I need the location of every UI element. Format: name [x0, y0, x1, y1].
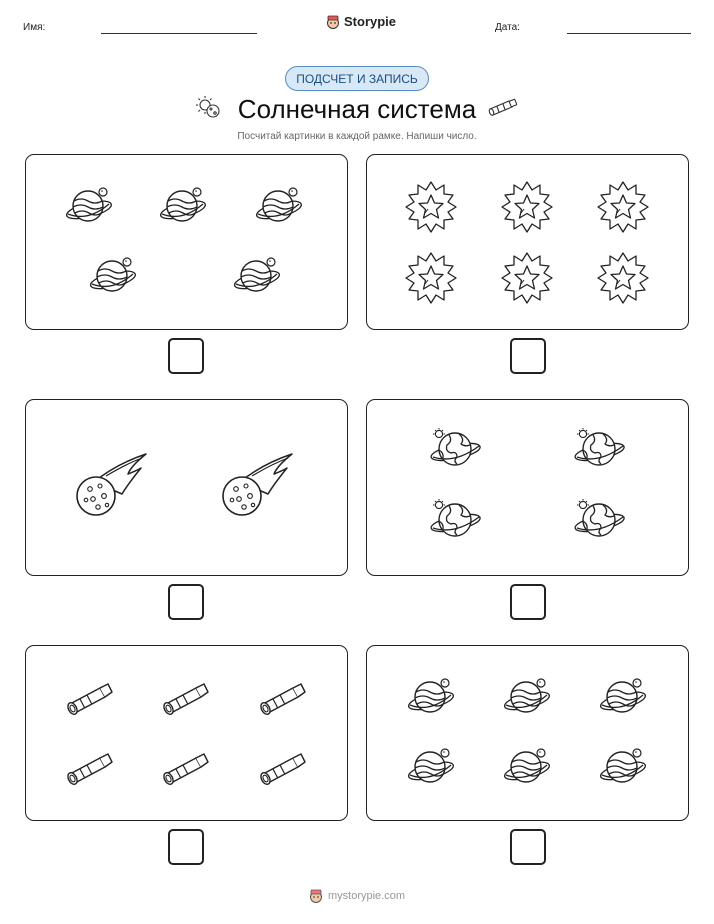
planet-icon — [405, 742, 455, 792]
planet-icon — [157, 181, 207, 231]
star-icon — [597, 181, 649, 233]
planet-icon — [405, 672, 455, 722]
footer-site: mystorypie.com — [327, 890, 406, 902]
footer — [0, 889, 714, 903]
comet-icon — [74, 450, 150, 526]
brand-name: Storypie — [344, 14, 397, 29]
answer-box-6[interactable] — [510, 829, 546, 865]
globe-planet-icon — [428, 426, 482, 472]
answer-box-3[interactable] — [168, 584, 204, 620]
category-badge: ПОДСЧЕТ И ЗАПИСЬ — [285, 66, 429, 91]
planet-icon — [501, 742, 551, 792]
planet-icon — [253, 181, 303, 231]
star-icon — [597, 252, 649, 304]
count-panel-5 — [25, 645, 348, 821]
storypie-mascot-icon — [326, 15, 340, 29]
date-line[interactable] — [567, 33, 691, 34]
comet-icon — [220, 450, 296, 526]
answer-box-5[interactable] — [168, 829, 204, 865]
telescope-icon — [158, 677, 210, 719]
telescope-icon — [255, 677, 307, 719]
star-icon — [405, 181, 457, 233]
planet-icon — [597, 672, 647, 722]
telescope-icon — [62, 677, 114, 719]
telescope-icon — [487, 98, 519, 116]
telescope-icon — [255, 747, 307, 789]
telescope-icon — [158, 747, 210, 789]
page-title: Солнечная система — [237, 94, 477, 124]
globe-planet-icon — [428, 497, 482, 543]
planet-icon — [231, 251, 281, 301]
name-line[interactable] — [101, 33, 257, 34]
date-label: Дата: — [495, 22, 520, 33]
star-icon — [405, 252, 457, 304]
planet-icon — [63, 181, 113, 231]
instructions: Посчитай картинки в каждой рамке. Напиши число. — [237, 131, 477, 142]
count-panel-4 — [366, 399, 689, 576]
planet-icon — [87, 251, 137, 301]
planet-icon — [501, 672, 551, 722]
star-icon — [501, 252, 553, 304]
star-icon — [501, 181, 553, 233]
globe-planet-icon — [572, 426, 626, 472]
globe-planet-icon — [572, 497, 626, 543]
storypie-mascot-icon — [309, 889, 323, 903]
answer-box-1[interactable] — [168, 338, 204, 374]
answer-box-2[interactable] — [510, 338, 546, 374]
name-label: Имя: — [23, 22, 46, 33]
planet-icon — [597, 742, 647, 792]
telescope-icon — [62, 747, 114, 789]
answer-box-4[interactable] — [510, 584, 546, 620]
brand-logo — [326, 14, 396, 29]
